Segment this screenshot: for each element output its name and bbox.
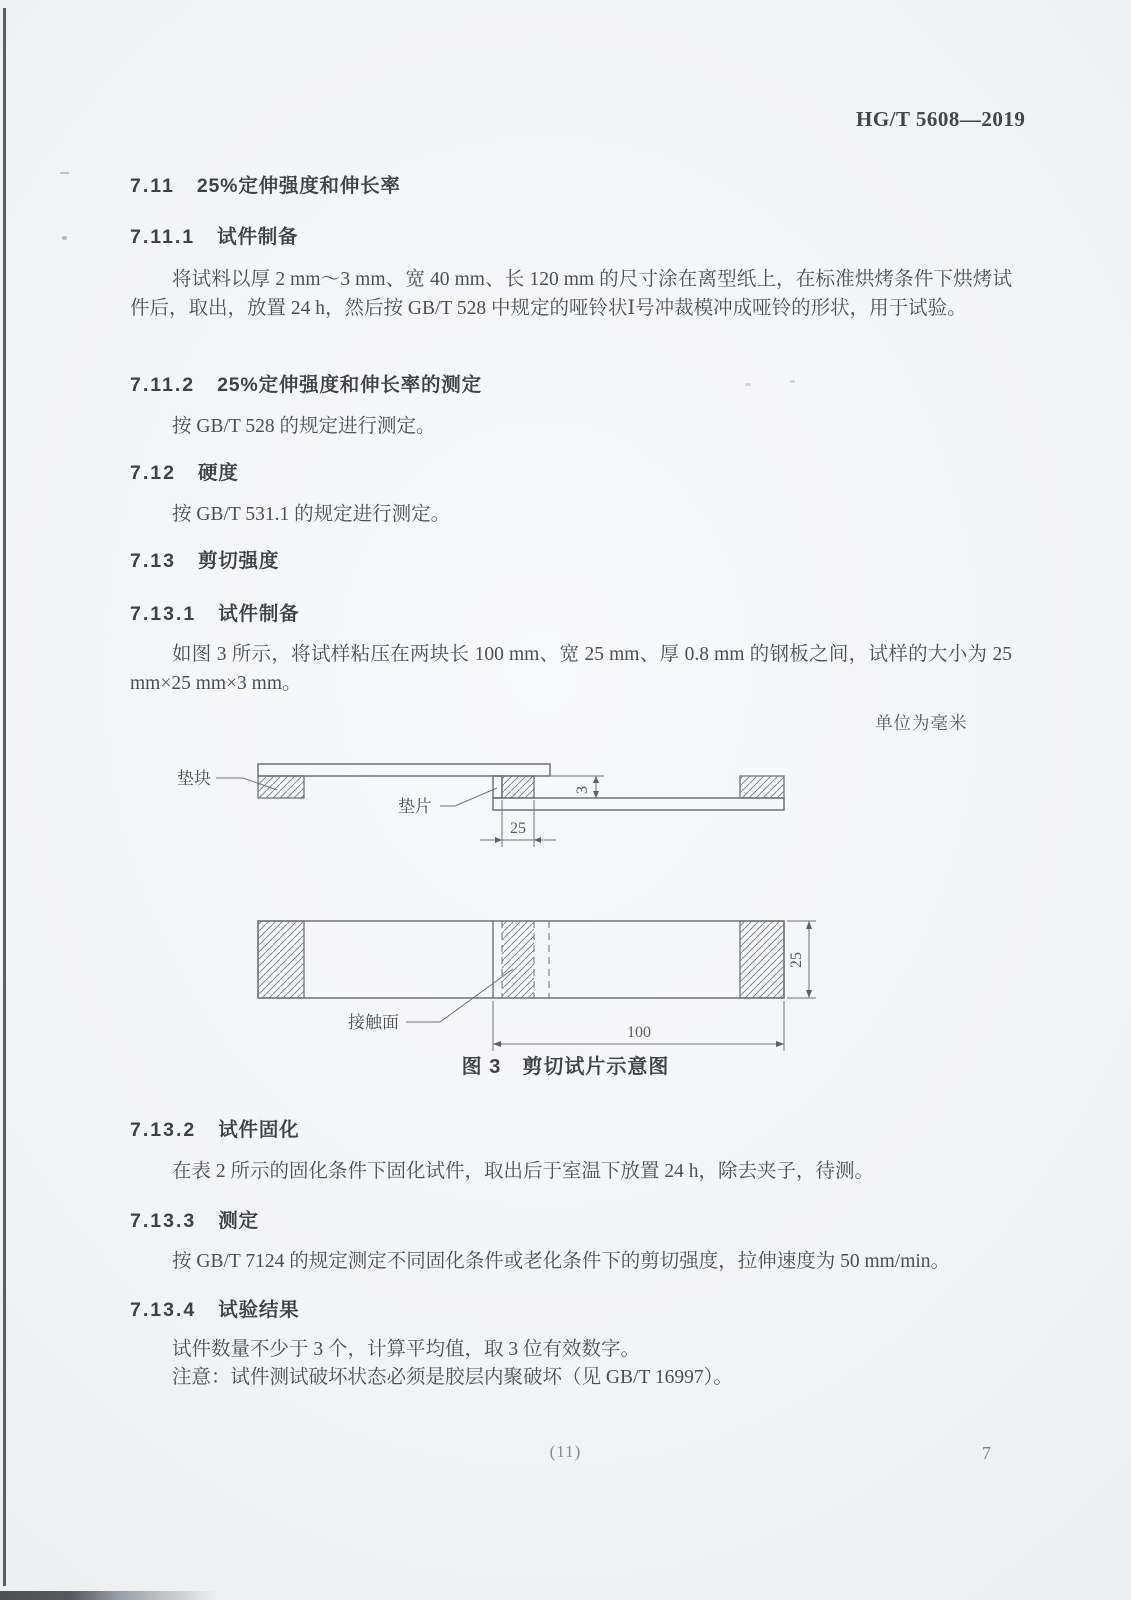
svg-text:100: 100 — [627, 1024, 651, 1041]
plan-view — [258, 921, 816, 1051]
scan-speck — [790, 380, 795, 383]
paragraph-note: 注意：试件测试破坏状态必须是胶层内聚破坏（见 GB/T 16997）。 — [172, 1367, 733, 1388]
section-title: 硬度 — [197, 462, 239, 484]
section-number: 7.13.1 — [130, 603, 197, 625]
section-number: 7.11.1 — [130, 226, 196, 248]
bottom-plate — [493, 798, 784, 810]
section-heading-7-12 — [130, 457, 239, 485]
specimen-side — [502, 776, 534, 798]
section-title: 试件固化 — [218, 1119, 300, 1141]
top-plate — [258, 764, 550, 776]
figure-units-note: 单位为毫米 — [875, 713, 968, 733]
section-number: 7.11 — [130, 175, 175, 197]
dimension-width-25-plan — [787, 921, 816, 998]
pad-band-left — [258, 921, 304, 998]
paragraph-curing: 在表 2 所示的固化条件下固化试件，取出后于室温下放置 24 h，除去夹子，待测。 — [172, 1161, 875, 1182]
dimension-width-25-side — [480, 800, 556, 847]
standard-code: HG/T 5608—2019 — [856, 107, 1026, 131]
pad-block-left — [258, 776, 304, 798]
svg-text:25: 25 — [510, 820, 526, 837]
scan-edge-left — [3, 8, 6, 1586]
scan-speck — [745, 383, 751, 386]
section-number: 7.12 — [130, 462, 176, 484]
footer-page-number: 7 — [982, 1443, 991, 1463]
section-heading-7-11 — [130, 170, 401, 198]
section-heading-7-13-2 — [130, 1114, 299, 1142]
section-heading-7-13-1 — [130, 598, 299, 626]
section-heading-7-13-3 — [130, 1205, 259, 1233]
scan-edge-bottom-mark — [0, 1591, 218, 1600]
section-heading-7-13 — [130, 545, 279, 573]
section-title: 25%定伸强度和伸长率的测定 — [217, 374, 482, 396]
section-heading-7-11-1 — [130, 221, 298, 249]
side-view — [177, 764, 784, 847]
section-heading-7-13-4 — [130, 1294, 299, 1322]
contact-face-leader — [406, 969, 513, 1022]
section-title: 测定 — [218, 1210, 259, 1232]
paragraph-gbt531: 按 GB/T 531.1 的规定进行测定。 — [172, 504, 451, 525]
contact-face-band — [502, 921, 534, 998]
paragraph-shear-prep: 如图 3 所示，将试样粘压在两块长 100 mm、宽 25 mm、厚 0.8 mm 的钢板之间，试样的大小为 25 mm×25 mm×3 mm。 — [130, 644, 1012, 694]
shim-label: 垫片 — [398, 797, 432, 816]
svg-text:25: 25 — [788, 952, 805, 968]
scan-speck — [60, 172, 69, 174]
section-number: 7.13 — [130, 550, 176, 572]
pad-block-label: 垫块 — [177, 769, 211, 788]
shim-leader — [440, 788, 497, 806]
paragraph-measurement: 按 GB/T 7124 的规定测定不同固化条件或老化条件下的剪切强度，拉伸速度为 50 mm/min。 — [172, 1251, 951, 1272]
dimension-thickness-3 — [550, 776, 604, 798]
pad-band-right — [740, 921, 784, 998]
section-number: 7.13.2 — [130, 1119, 197, 1141]
section-title: 试件制备 — [217, 226, 299, 248]
figure-caption: 图 3 剪切试片示意图 — [461, 1056, 670, 1078]
figure-3-shear-specimen-diagram — [140, 735, 840, 1065]
svg-text:3: 3 — [574, 786, 591, 794]
section-number: 7.11.2 — [130, 374, 196, 396]
dimension-length-100 — [493, 1001, 784, 1051]
section-number: 7.13.3 — [130, 1210, 197, 1232]
contact-face-label: 接触面 — [348, 1013, 399, 1032]
section-title: 试验结果 — [218, 1299, 300, 1321]
shim-strip — [493, 776, 502, 798]
paragraph-gbt528: 按 GB/T 528 的规定进行测定。 — [172, 416, 436, 437]
section-heading-7-11-2 — [130, 369, 482, 397]
section-title: 试件制备 — [218, 603, 300, 625]
section-title: 25%定伸强度和伸长率 — [196, 175, 401, 197]
section-number: 7.13.4 — [130, 1299, 197, 1321]
footer-page-ref: (11) — [549, 1442, 582, 1461]
section-title: 剪切强度 — [197, 550, 280, 572]
paragraph-results: 试件数量不少于 3 个，计算平均值，取 3 位有效数字。 — [172, 1339, 641, 1360]
scan-speck — [62, 236, 67, 240]
pad-block-right — [740, 776, 784, 798]
paragraph-specimen-prep: 将试料以厚 2 mm～3 mm、宽 40 mm、长 120 mm 的尺寸涂在离型纸上，在标准烘烤条件下烘烤试件后，取出，放置 24 h，然后按 GB/T 528 中规定的哑铃状Ⅰ号冲裁模冲成哑铃的形状，用于试验。 — [130, 269, 1012, 319]
